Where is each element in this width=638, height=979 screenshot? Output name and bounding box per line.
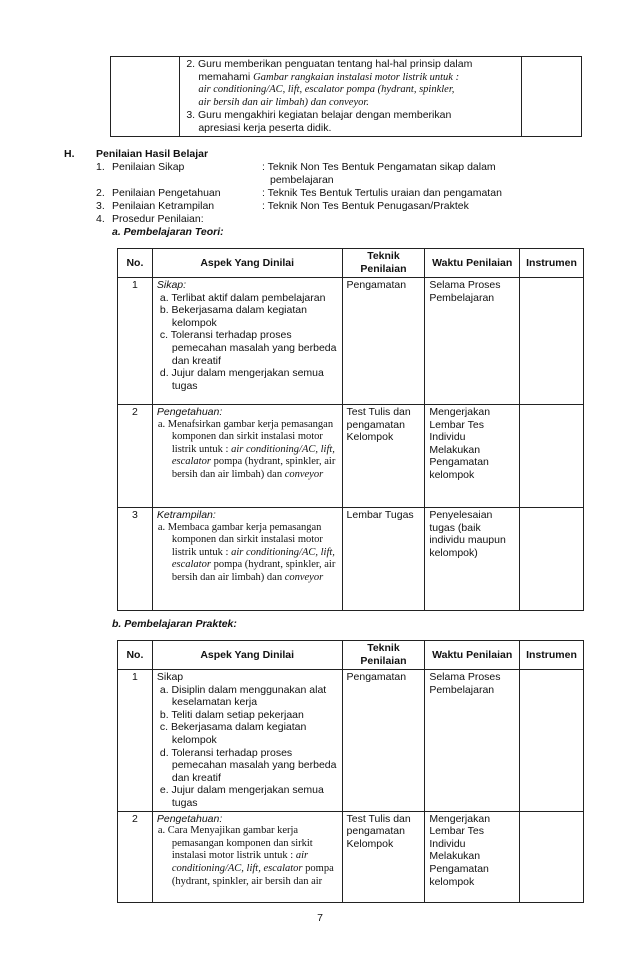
aspek-item: e. Jujur dalam mengerjakan semua tugas: [159, 784, 324, 809]
assessment-row-value-3: : Teknik Non Tes Bentuk Penugasan/Praktek: [262, 200, 469, 212]
row-no: 2: [118, 405, 153, 508]
aspek-item: c. Bekerjasama dalam kegiatan kelompok: [159, 721, 307, 746]
closing-item-2-line-2b: Gambar rangkaian instalasi motor listrik untuk :: [253, 71, 460, 83]
row-aspek: [152, 405, 342, 508]
closing-item-2-line-3: air conditioning/AC, lift, escalator pompa (hydrant, spinkler,: [198, 84, 455, 96]
aspek-text-italic: air conditioning/AC, lift, escalator: [171, 443, 335, 468]
row-aspek: [152, 508, 342, 611]
aspek-text-end: conveyor: [284, 571, 324, 583]
aspek-text-italic: air conditioning/AC, lift, escalator: [171, 546, 335, 571]
aspek-item: c. Toleransi terhadap proses pemecahan masalah yang berbeda dan kreatif: [159, 329, 337, 367]
table-row: [118, 405, 584, 508]
closing-item-3-line-2: apresiasi kerja peserta didik.: [198, 121, 332, 134]
row-instrumen: [520, 405, 584, 508]
aspek-item: a. Disiplin dalam menggunakan alat keselamatan kerja: [159, 683, 327, 709]
row-no: 1: [118, 670, 153, 812]
row-teknik: Pengamatan: [342, 670, 425, 812]
closing-item-2-line-1: 2. Guru memberikan penguatan tentang hal-hal prinsip dalam: [186, 58, 473, 70]
header-waktu: Waktu Penilaian: [425, 249, 520, 278]
assessment-row-label-4: Prosedur Penilaian:: [112, 213, 204, 225]
closing-item-3-line-1: 3. Guru mengakhiri kegiatan belajar dengan memberikan: [186, 109, 452, 122]
row-instrumen: [520, 811, 584, 902]
assessment-row-label-3: Penilaian Ketrampilan: [112, 200, 215, 212]
top-table-blank-left: [111, 57, 180, 137]
aspek-item: b. Bekerjasama dalam kegiatan kelompok: [159, 304, 307, 329]
row-no: 3: [118, 508, 153, 611]
closing-item-2-line-2: [186, 71, 517, 85]
section-letter: H.: [64, 148, 75, 160]
row-instrumen: [520, 508, 584, 611]
row-aspek: [152, 278, 342, 405]
assessment-row-num-2: 2.: [96, 187, 105, 199]
row-teknik: Lembar Tugas: [342, 508, 425, 611]
header-teknik: Teknik Penilaian: [342, 641, 425, 670]
row-no: 2: [118, 811, 153, 902]
closing-item-2: [186, 58, 517, 109]
closing-item-2-line-4: air bersih dan air limbah) dan conveyor.: [198, 96, 369, 108]
header-aspek: Aspek Yang Dinilai: [152, 249, 342, 278]
table-row: [118, 811, 584, 902]
row-instrumen: [520, 670, 584, 812]
row-teknik: Pengamatan: [342, 278, 425, 405]
assessment-row-label-2: Penilaian Pengetahuan: [112, 187, 221, 199]
header-waktu: Waktu Penilaian: [425, 641, 520, 670]
aspek-text-end: conveyor: [284, 468, 324, 480]
aspek-item: [157, 419, 338, 482]
header-no: No.: [118, 249, 153, 278]
aspek-text-pre: a. Membaca gambar kerja pemasangan komponen dan sirkit instalasi motor listrik untuk :: [157, 521, 323, 558]
subheading-praktek: b. Pembelajaran Praktek:: [112, 618, 237, 630]
assessment-row-value-2: : Teknik Tes Bentuk Tertulis uraian dan pengamatan: [262, 187, 502, 199]
section-title: Penilaian Hasil Belajar: [96, 148, 209, 160]
aspek-item: d. Jujur dalam mengerjakan semua tugas: [159, 367, 324, 392]
row-instrumen: [520, 278, 584, 405]
aspek-item: b. Teliti dalam setiap pekerjaan: [159, 708, 304, 721]
aspek-text-pre: a. Menafsirkan gambar kerja pemasangan komponen dan sirkit instalasi motor listrik untuk :: [157, 418, 334, 455]
row-teknik: Test Tulis dan pengamatan Kelompok: [342, 405, 425, 508]
top-table-content: [180, 57, 522, 137]
header-teknik: Teknik Penilaian: [342, 249, 425, 278]
header-instrumen: Instrumen: [520, 641, 584, 670]
aspek-text-pre: a. Cara Menyajikan gambar kerja pemasangan komponen dan sirkit instalasi motor listrik untuk :: [157, 825, 313, 862]
table-row: [118, 278, 584, 405]
row-waktu: Mengerjakan Lembar Tes Individu Melakukan Pengamatan kelompok: [425, 811, 520, 902]
aspek-item: [157, 825, 338, 888]
praktek-header-row: [118, 641, 584, 670]
header-no: No.: [118, 641, 153, 670]
aspek-title: Pengetahuan:: [156, 812, 223, 825]
row-waktu: Selama Proses Pembelajaran: [425, 670, 520, 812]
assessment-row-num-1: 1.: [96, 161, 105, 173]
page-number: 7: [317, 912, 323, 924]
teori-header-row: [118, 249, 584, 278]
praktek-assessment-table: [117, 640, 584, 903]
row-aspek: [152, 670, 342, 812]
assessment-row-num-3: 3.: [96, 200, 105, 212]
aspek-title: Pengetahuan:: [156, 406, 223, 418]
top-activity-table: [110, 56, 582, 137]
teori-assessment-table: [117, 248, 584, 611]
top-table-blank-right: [522, 57, 582, 137]
header-instrumen: Instrumen: [520, 249, 584, 278]
aspek-item: a. Terlibat aktif dalam pembelajaran: [159, 291, 326, 304]
row-no: 1: [118, 278, 153, 405]
aspek-text-italic: air conditioning/AC, lift, escalator: [171, 850, 309, 874]
assessment-row-num-4: 4.: [96, 213, 105, 225]
closing-item-3: [186, 109, 517, 134]
aspek-title: Sikap: [156, 671, 184, 683]
assessment-row-value-1b: pembelajaran: [270, 174, 334, 186]
aspek-item: d. Toleransi terhadap proses pemecahan masalah yang berbeda dan kreatif: [159, 746, 337, 784]
row-waktu: Mengerjakan Lembar Tes Individu Melakukan Pengamatan kelompok: [425, 405, 520, 508]
row-aspek: [152, 811, 342, 902]
aspek-title: Sikap:: [156, 279, 187, 291]
closing-item-2-line-2a: memahami: [198, 70, 254, 83]
header-aspek: Aspek Yang Dinilai: [152, 641, 342, 670]
subheading-teori: a. Pembelajaran Teori:: [112, 226, 224, 238]
table-row: [118, 670, 584, 812]
row-waktu: Penyelesaian tugas (baik individu maupun kelompok): [425, 508, 520, 611]
row-waktu: Selama Proses Pembelajaran: [425, 278, 520, 405]
row-teknik: Test Tulis dan pengamatan Kelompok: [342, 811, 425, 902]
assessment-row-value-1: : Teknik Non Tes Bentuk Pengamatan sikap dalam: [262, 161, 496, 173]
aspek-text-post: pompa (hydrant, spinkler, air bersih dan air: [171, 862, 334, 887]
aspek-item: [157, 522, 338, 585]
aspek-text-post: pompa (hydrant, spinkler, air bersih dan air limbah) dan: [171, 559, 336, 583]
table-row: [118, 508, 584, 611]
aspek-title: Ketrampilan:: [156, 509, 216, 521]
aspek-text-post: pompa (hydrant, spinkler, air bersih dan air limbah) dan: [171, 456, 336, 480]
assessment-row-label-1: Penilaian Sikap: [112, 161, 185, 173]
